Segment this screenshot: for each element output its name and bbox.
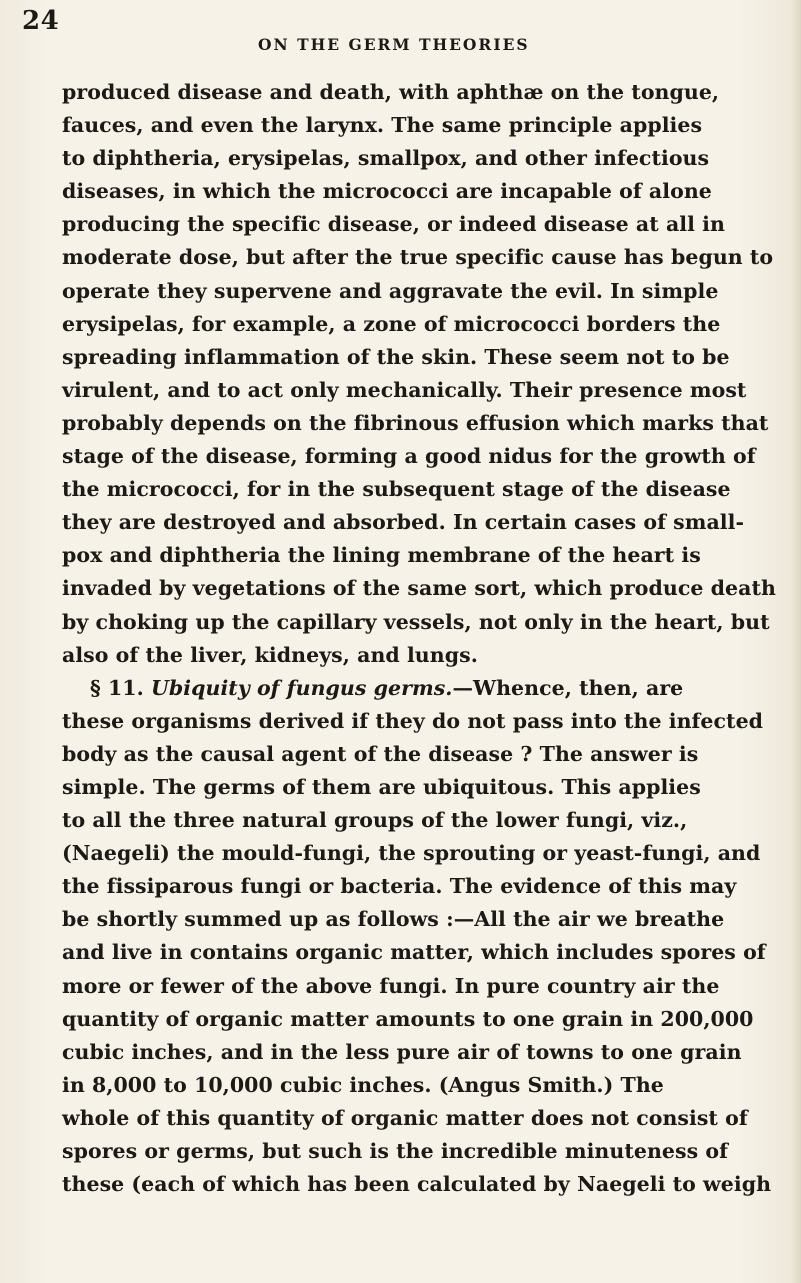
text-line: moderate dose, but after the true specific cause has begun to — [62, 245, 774, 270]
text-line: producing the specific disease, or indeed disease at all in — [62, 212, 725, 237]
text-line: these (each of which has been calculated by Naegeli to weigh — [62, 1172, 772, 1197]
text-line: produced disease and death, with aphthæ on the tongue, — [62, 80, 720, 104]
section-first-line-rest: —Whence, then, are — [452, 675, 684, 700]
text-line: these organisms derived if they do not pass into the infected — [62, 708, 764, 733]
text-line: they are destroyed and absorbed. In certain cases of small- — [62, 510, 745, 535]
section-number: § 11. — [90, 675, 144, 700]
text-line: stage of the disease, forming a good nidus for the growth of — [62, 444, 756, 469]
text-line: spreading inflammation of the skin. These seem not to be — [62, 344, 730, 369]
text-line: the fissiparous fungi or bacteria. The evidence of this may — [62, 874, 737, 899]
text-line: simple. The germs of them are ubiquitous. This applies — [62, 774, 701, 799]
text-line: probably depends on the fibrinous effusion which marks that — [62, 410, 769, 435]
text-line: invaded by vegetations of the same sort, which produce death — [62, 576, 776, 601]
text-line: to diphtheria, erysipelas, smallpox, and other infectious — [62, 146, 710, 171]
text-line: pox and diphtheria the lining membrane of the heart is — [62, 543, 701, 568]
body-text — [62, 76, 797, 1201]
running-title: ON THE GERM THEORIES — [258, 35, 530, 54]
text-line: (Naegeli) the mould-fungi, the sprouting or yeast-fungi, and — [62, 841, 761, 866]
text-line: by choking up the capillary vessels, not only in the heart, but — [62, 609, 770, 634]
text-line: and live in contains organic matter, which includes spores of — [62, 940, 766, 965]
text-line: spores or germs, but such is the incredible minuteness of — [62, 1139, 728, 1163]
text-line: fauces, and even the larynx. The same principle applies — [62, 113, 703, 138]
text-line: more or fewer of the above fungi. In pure country air the — [62, 973, 720, 998]
text-line: operate they supervene and aggravate the evil. In simple — [62, 278, 719, 303]
text-line: whole of this quantity of organic matter does not consist of — [62, 1105, 748, 1130]
text-line: also of the liver, kidneys, and lungs. — [62, 642, 478, 667]
section-heading-line — [62, 672, 797, 705]
text-line: to all the three natural groups of the lower fungi, viz., — [62, 808, 688, 833]
text-line: erysipelas, for example, a zone of micrococci borders the — [62, 311, 721, 336]
page-number: 24 — [22, 6, 60, 36]
section-title: Ubiquity of fungus germs. — [150, 675, 453, 700]
text-line: quantity of organic matter amounts to one grain in 200,000 — [62, 1006, 754, 1031]
text-line: cubic inches, and in the less pure air of towns to one grain — [62, 1039, 742, 1064]
text-line: the micrococci, for in the subsequent stage of the disease — [62, 477, 731, 502]
text-line: in 8,000 to 10,000 cubic inches. (Angus Smith.) The — [62, 1072, 664, 1097]
text-line: body as the causal agent of the disease ? The answer is — [62, 741, 699, 766]
text-line: virulent, and to act only mechanically. Their presence most — [62, 377, 747, 402]
text-line: be shortly summed up as follows :—All the air we breathe — [62, 907, 725, 932]
text-line: diseases, in which the micrococci are incapable of alone — [62, 179, 712, 204]
